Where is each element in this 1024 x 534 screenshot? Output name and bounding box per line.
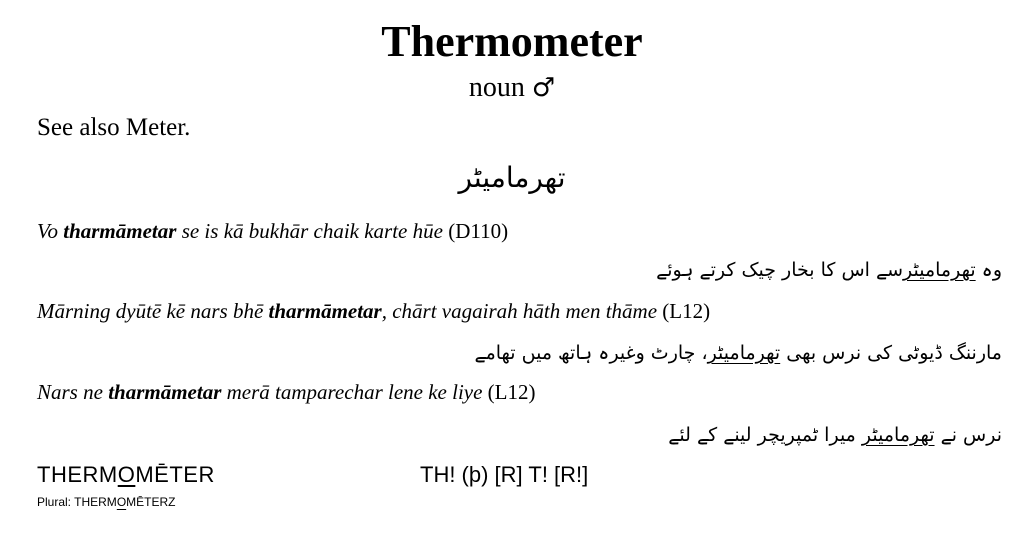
- example-text-post: se is kā bukhār chaik karte hūe: [176, 219, 443, 243]
- example-text-pre: Nars ne: [37, 380, 109, 404]
- urdu-term: تھرمامیٹر: [861, 424, 935, 446]
- stressed-vowel: O: [117, 462, 136, 487]
- example-text-post: merā tamparechar lene ke liye: [221, 380, 483, 404]
- part-of-speech-line: [0, 70, 1024, 106]
- urdu-text-pre: مارننگ ڈیوٹی کی نرس بھی: [780, 342, 1002, 364]
- example-source-ref: (D110): [442, 219, 509, 243]
- male-gender-icon: ♂: [531, 73, 556, 103]
- pronunciation-part: THERM: [37, 462, 118, 487]
- example-urdu-1: [656, 255, 1002, 285]
- see-also-note: See also Meter.: [37, 114, 191, 141]
- plural-stressed-vowel: O: [116, 495, 127, 509]
- plural-part: THERM: [74, 495, 117, 509]
- example-term: tharmāmetar: [108, 380, 222, 404]
- pronunciation-sounds: TH! (þ) [R] T! [R!]: [420, 462, 589, 487]
- example-text-pre: Mārning dyūtē kē nars bhē: [37, 299, 269, 323]
- pronunciation-part: MĒTER: [135, 462, 215, 487]
- urdu-headword: تھرمامیٹر: [458, 161, 566, 194]
- example-urdu-2: [474, 338, 1002, 368]
- example-term: tharmāmetar: [268, 299, 382, 323]
- part-of-speech: noun: [468, 72, 525, 103]
- urdu-text-post: سے اس کا بخار چیک کرتے ہوئے: [656, 259, 904, 281]
- plural-part: MĒTERZ: [126, 495, 176, 509]
- headword: Thermometer: [381, 17, 643, 66]
- example-text-pre: Vo: [37, 219, 64, 243]
- example-transliteration-1: [37, 217, 508, 245]
- urdu-term: تھرمامیٹر: [903, 259, 976, 281]
- urdu-text-pre: وہ: [975, 259, 1002, 281]
- example-transliteration-2: [37, 297, 710, 325]
- example-source-ref: (L12): [482, 380, 536, 404]
- example-urdu-3: [668, 420, 1002, 450]
- urdu-term: تھرمامیٹر: [707, 342, 781, 364]
- urdu-text-pre: نرس نے: [934, 424, 1002, 446]
- example-text-post: , chārt vagairah hāth men thāme: [381, 299, 658, 323]
- plural-form: [37, 494, 176, 510]
- example-transliteration-3: [37, 378, 536, 406]
- pronunciation-word: [37, 461, 215, 489]
- example-term: tharmāmetar: [63, 219, 177, 243]
- urdu-text-post: ، چارٹ وغیرہ ہاتھ میں تھامے: [474, 342, 708, 364]
- urdu-text-post: میرا ٹمپریچر لینے کے لئے: [668, 424, 862, 446]
- plural-label: Plural:: [37, 495, 75, 509]
- example-source-ref: (L12): [657, 299, 711, 323]
